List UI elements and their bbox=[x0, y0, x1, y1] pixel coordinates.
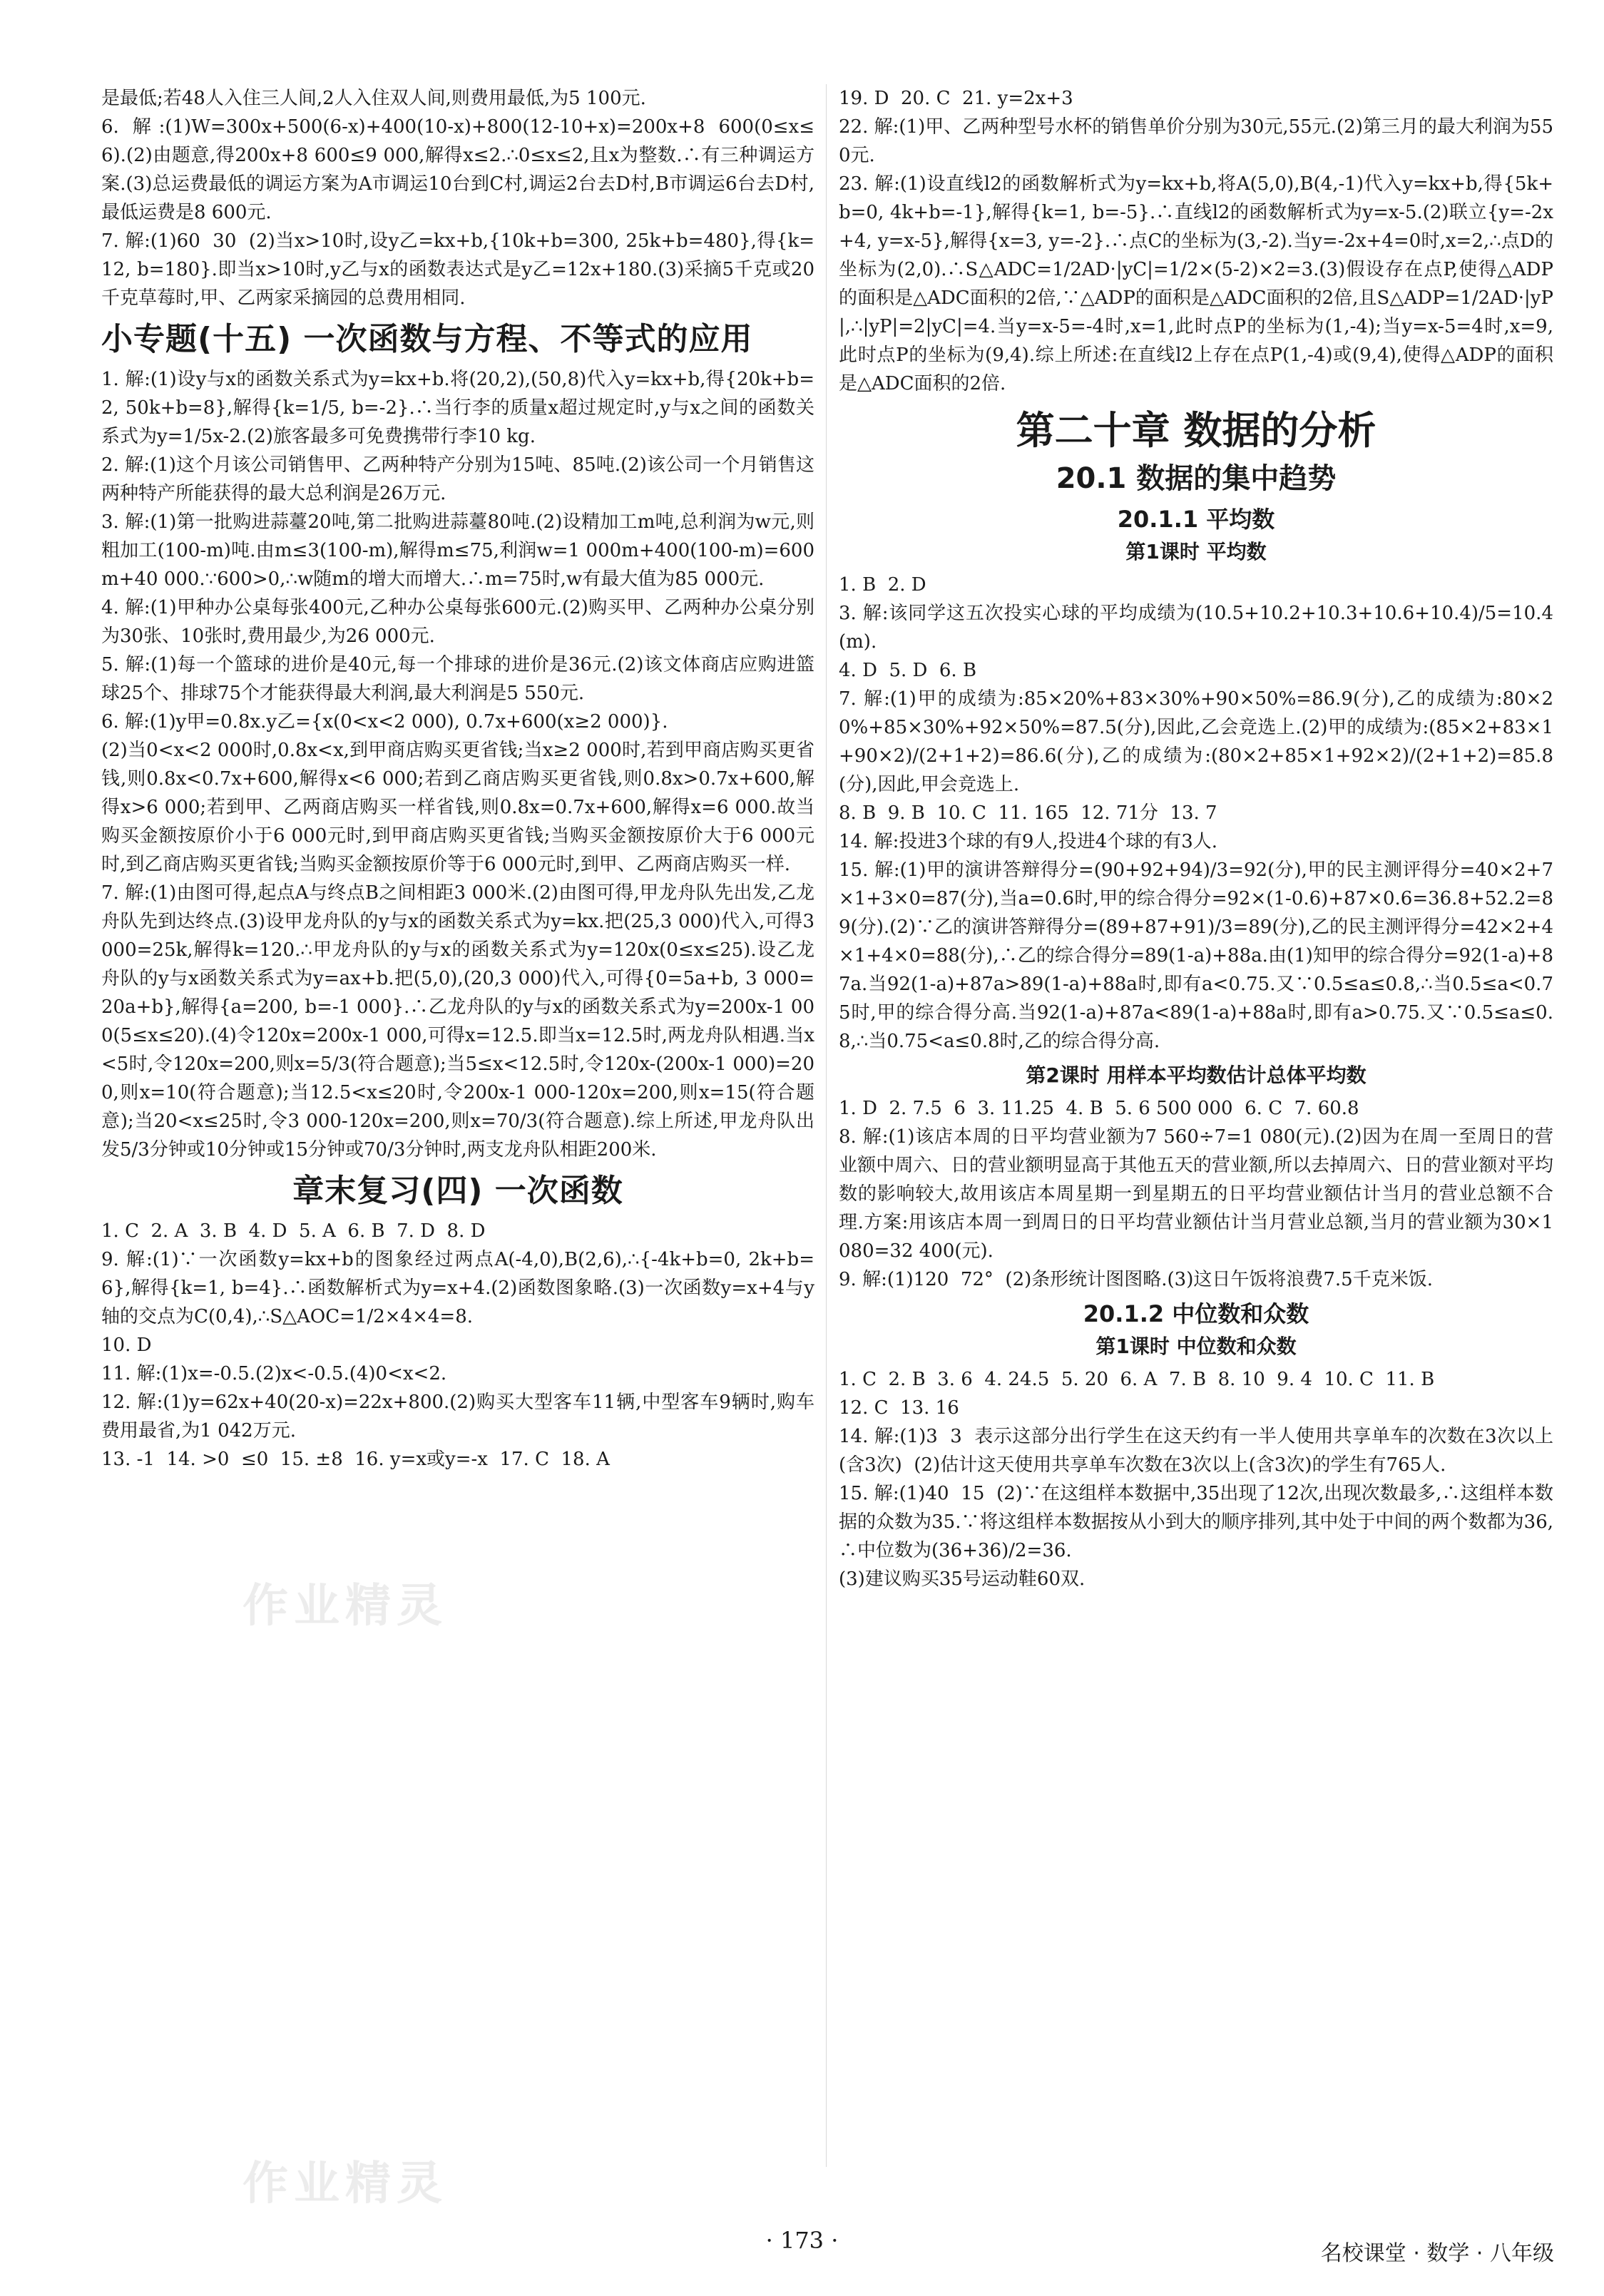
answer-paragraph: 11. 解:(1)x=-0.5.(2)x<-0.5.(4)0<x<2. bbox=[101, 1363, 447, 1384]
answer-paragraph: 14. 解:投进3个球的有9人,投进4个球的有3人. bbox=[839, 831, 1218, 852]
answer-paragraph: 2. 解:(1)这个月该公司销售甲、乙两种特产分别为15吨、85吨.(2)该公司一个月销售这两种特产所能获得的最大总利润是26万元. bbox=[101, 454, 814, 504]
answer-paragraph: 1. D 2. 7.5 6 3. 11.25 4. B 5. 6 500 000 6. C 7. 60.8 bbox=[839, 1098, 1359, 1119]
answer-paragraph: 7. 解:(1)甲的成绩为:85×20%+83×30%+90×50%=86.9(分),乙的成绩为:80×20%+85×30%+92×50%=87.5(分),因此,乙会竞选上.(2)甲的成绩为:(85×2+83×1+90×2)/(2+1+2)=86.6(分),乙的成绩为:(80×2+85×1+92×2)/(2+1+2)=85.8(分),因此,甲会竞选上. bbox=[839, 688, 1553, 795]
lesson-heading: 第2课时 用样本平均数估计总体平均数 bbox=[1026, 1063, 1367, 1087]
answer-paragraph: 1. C 2. A 3. B 4. D 5. A 6. B 7. D 8. D bbox=[101, 1220, 486, 1242]
answer-paragraph: 15. 解:(1)40 15 (2)∵在这组样本数据中,35出现了12次,出现次数最多,∴这组样本数据的众数为35.∵将这组样本数据按从小到大的顺序排列,其中处于中间的两个数都为36,∴中位数为(36+36)/2=36. bbox=[839, 1483, 1553, 1561]
subsection-heading: 20.1.2 中位数和众数 bbox=[1083, 1300, 1309, 1327]
answer-paragraph: 7. 解:(1)60 30 (2)当x>10时,设y乙=kx+b,{10k+b=300, 25k+b=480},得{k=12, b=180}.即当x>10时,y乙与x的函数表达式是y乙=12x+180.(3)采摘5千克或20千克草莓时,甲、乙两家采摘园的总费用相同. bbox=[101, 230, 814, 309]
book-title: 名校课堂 · 数学 · 八年级 bbox=[1320, 2241, 1554, 2266]
answer-paragraph: 19. D 20. C 21. y=2x+3 bbox=[839, 88, 1073, 109]
section-heading: 20.1 数据的集中趋势 bbox=[1056, 462, 1337, 495]
answer-paragraph: 9. 解:(1)120 72° (2)条形统计图图略.(3)这日午饭将浪费7.5千克米饭. bbox=[839, 1269, 1433, 1290]
answer-paragraph: 4. D 5. D 6. B bbox=[839, 660, 977, 681]
answer-paragraph: 22. 解:(1)甲、乙两种型号水杯的销售单价分别为30元,55元.(2)第三月的最大利润为550元. bbox=[839, 116, 1553, 166]
answer-paragraph: 4. 解:(1)甲种办公桌每张400元,乙种办公桌每张600元.(2)购买甲、乙两种办公桌分别为30张、10张时,费用最少,为26 000元. bbox=[101, 597, 814, 647]
answer-paragraph: 12. C 13. 16 bbox=[839, 1397, 959, 1419]
answer-paragraph: 8. B 9. B 10. C 11. 165 12. 71分 13. 7 bbox=[839, 802, 1217, 824]
answer-paragraph: 6. 解:(1)y甲=0.8x.y乙={x(0<x<2 000), 0.7x+600(x≥2 000)}. bbox=[101, 711, 668, 733]
lesson-heading: 第1课时 中位数和众数 bbox=[1095, 1335, 1297, 1358]
answer-paragraph: 15. 解:(1)甲的演讲答辩得分=(90+92+94)/3=92(分),甲的民主测评得分=40×2+7×1+3×0=87(分),当a=0.6时,甲的综合得分=92×(1-0.6)+87×0.6=36.8+52.2=89(分).(2)∵乙的演讲答辩得分=(89+87+91)/3=89(分),乙的民主测评得分=42×2+4×1+4×0=88(分),∴乙的综合得分=89(1-a)+88a.由(1)知甲的综合得分=92(1-a)+87a.当92(1-a)+87a>89(1-a)+88a时,即有a<0.75.又∵0.5≤a≤0.8,∴当0.5≤a<0.75时,甲的综合得分高.当92(1-a)+87a<89(1-a)+88a时,即有a>0.75.又∵0.5≤a≤0.8,∴当0.75<a≤0.8时,乙的综合得分高. bbox=[839, 859, 1553, 1052]
answer-paragraph: 8. 解:(1)该店本周的日平均营业额为7 560÷7=1 080(元).(2)因为在周一至周日的营业额中周六、日的营业额明显高于其他五天的营业额,所以去掉周六、日的营业额对平均数的影响较大,故用该店本周星期一到星期五的日平均营业额估计当月的营业总额不合理.方案:用该店本周一到周日的日平均营业额估计当月营业总额,当月的营业额为30×1 080=32 400(元). bbox=[839, 1126, 1560, 1262]
page-number: · 173 · bbox=[765, 2227, 839, 2254]
section-heading: 小专题(十五) 一次函数与方程、不等式的应用 bbox=[101, 321, 753, 357]
column-divider bbox=[826, 84, 827, 2167]
answer-paragraph: 12. 解:(1)y=62x+40(20-x)=22x+800.(2)购买大型客车11辆,中型客车9辆时,购车费用最省,为1 042万元. bbox=[101, 1392, 814, 1442]
section-heading: 章末复习(四) 一次函数 bbox=[292, 1173, 623, 1209]
subsection-heading: 20.1.1 平均数 bbox=[1117, 506, 1275, 533]
answer-paragraph: 14. 解:(1)3 3 表示这部分出行学生在这天约有一半人使用共享单车的次数在3次以上(含3次) (2)估计这天使用共享单车次数在3次以上(含3次)的学生有765人. bbox=[839, 1426, 1553, 1476]
left-column bbox=[101, 84, 821, 1474]
answer-paragraph: (3)建议购买35号运动鞋60双. bbox=[839, 1568, 1085, 1590]
watermark: 作业精灵 bbox=[242, 2158, 448, 2210]
answer-paragraph: 1. B 2. D bbox=[839, 574, 926, 596]
watermark: 作业精灵 bbox=[242, 1580, 448, 1633]
answer-paragraph: 1. C 2. B 3. 6 4. 24.5 5. 20 6. A 7. B 8. 10 9. 4 10. C 11. B bbox=[839, 1369, 1435, 1390]
answer-paragraph: 1. 解:(1)设y与x的函数关系式为y=kx+b.将(20,2),(50,8)代入y=kx+b,得{20k+b=2, 50k+b=8},解得{k=1/5, b=-2}.∴当行李的质量x超过规定时,y与x之间的函数关系式为y=1/5x-2.(2)旅客最多可免费携带行李10 kg. bbox=[101, 369, 814, 447]
answer-paragraph: 9. 解:(1)∵一次函数y=kx+b的图象经过两点A(-4,0),B(2,6),∴{-4k+b=0, 2k+b=6},解得{k=1, b=4}.∴函数解析式为y=x+4.(2)函数图象略.(3)一次函数y=x+4与y轴的交点为C(0,4),∴S△AOC=1/2×4×4=8. bbox=[101, 1249, 814, 1327]
answer-paragraph: 3. 解:该同学这五次投实心球的平均成绩为(10.5+10.2+10.3+10.6+10.4)/5=10.4(m). bbox=[839, 603, 1553, 653]
chapter-heading: 第二十章 数据的分析 bbox=[1016, 408, 1376, 453]
answer-paragraph: 13. -1 14. >0 ≤0 15. ±8 16. y=x或y=-x 17. C 18. A bbox=[101, 1449, 610, 1470]
right-column bbox=[839, 84, 1560, 1593]
answer-paragraph: 23. 解:(1)设直线l2的函数解析式为y=kx+b,将A(5,0),B(4,-1)代入y=kx+b,得{5k+b=0, 4k+b=-1},解得{k=1, b=-5}.∴直线l2的函数解析式为y=x-5.(2)联立{y=-2x+4, y=x-5},解得{x=3, y=-2}.∴点C的坐标为(3,-2).当y=-2x+4=0时,x=2,∴点D的坐标为(2,0).∴S△ADC=1/2AD·|yC|=1/2×(5-2)×2=3.(3)假设存在点P,使得△ADP的面积是△ADC面积的2倍,∵△ADP的面积是△ADC面积的2倍,且S△ADP=1/2AD·|yP|,∴|yP|=2|yC|=4.当y=x-5=-4时,x=1,此时点P的坐标为(1,-4);当y=x-5=4时,x=9,此时点P的坐标为(9,4).综上所述:在直线l2上存在点P(1,-4)或(9,4),使得△ADP的面积是△ADC面积的2倍. bbox=[839, 173, 1553, 394]
answer-paragraph: 10. D bbox=[101, 1335, 152, 1356]
answer-paragraph: 是最低;若48人入住三人间,2人入住双人间,则费用最低,为5 100元. bbox=[101, 88, 646, 109]
lesson-heading: 第1课时 平均数 bbox=[1125, 540, 1267, 563]
answer-paragraph: 5. 解:(1)每一个篮球的进价是40元,每一个排球的进价是36元.(2)该文体商店应购进篮球25个、排球75个才能获得最大利润,最大利润是5 550元. bbox=[101, 654, 814, 704]
answer-paragraph: (2)当0<x<2 000时,0.8x<x,到甲商店购买更省钱;当x≥2 000时,若到甲商店购买更省钱,则0.8x<0.7x+600,解得x<6 000;若到乙商店购买更省钱,则0.8x>0.7x+600,解得x>6 000;若到甲、乙两商店购买一样省钱,则0.8x=0.7x+600,解得x=6 000.故当购买金额按原价小于6 000元时,到甲商店购买更省钱;当购买金额按原价大于6 000元时,到乙商店购买更省钱;当购买金额按原价等于6 000元时,到甲、乙两商店购买一样. bbox=[101, 740, 814, 875]
answer-paragraph: 7. 解:(1)由图可得,起点A与终点B之间相距3 000米.(2)由图可得,甲龙舟队先出发,乙龙舟队先到达终点.(3)设甲龙舟队的y与x的函数关系式为y=kx.把(25,3 000)代入,可得3 000=25k,解得k=120.∴甲龙舟队的y与x的函数关系式为y=120x(0≤x≤25).设乙龙舟队的y与x函数关系式为y=ax+b.把(5,0),(20,3 000)代入,可得{0=5a+b, 3 000=20a+b},解得{a=200, b=-1 000}.∴乙龙舟队的y与x的函数关系式为y=200x-1 000(5≤x≤20).(4)令120x=200x-1 000,可得x=12.5.即当x=12.5时,两龙舟队相遇.当x<5时,令120x=200,则x=5/3(符合题意);当5≤x<12.5时,令120x-(200x-1 000)=200,则x=10(符合题意);当12.5<x≤20时,令200x-1 000-120x=200,则x=15(符合题意);当20<x≤25时,令3 000-120x=200,则x=70/3(符合题意).综上所述,甲龙舟队出发5/3分钟或10分钟或15分钟或70/3分钟时,两支龙舟队相距200米. bbox=[101, 882, 821, 1160]
answer-paragraph: 6. 解:(1)W=300x+500(6-x)+400(10-x)+800(12-10+x)=200x+8 600(0≤x≤6).(2)由题意,得200x+8 600≤9 000,解得x≤2.∴0≤x≤2,且x为整数.∴有三种调运方案.(3)总运费最低的调运方案为A市调运10台到C村,调运2台去D村,B市调运6台去D村,最低运费是8 600元. bbox=[101, 116, 815, 223]
answer-paragraph: 3. 解:(1)第一批购进蒜薹20吨,第二批购进蒜薹80吨.(2)设精加工m吨,总利润为w元,则粗加工(100-m)吨.由m≤3(100-m),解得m≤75,利润w=1 000m+400(100-m)=600m+40 000.∵600>0,∴w随m的增大而增大.∴m=75时,w有最大值为85 000元. bbox=[101, 511, 814, 590]
